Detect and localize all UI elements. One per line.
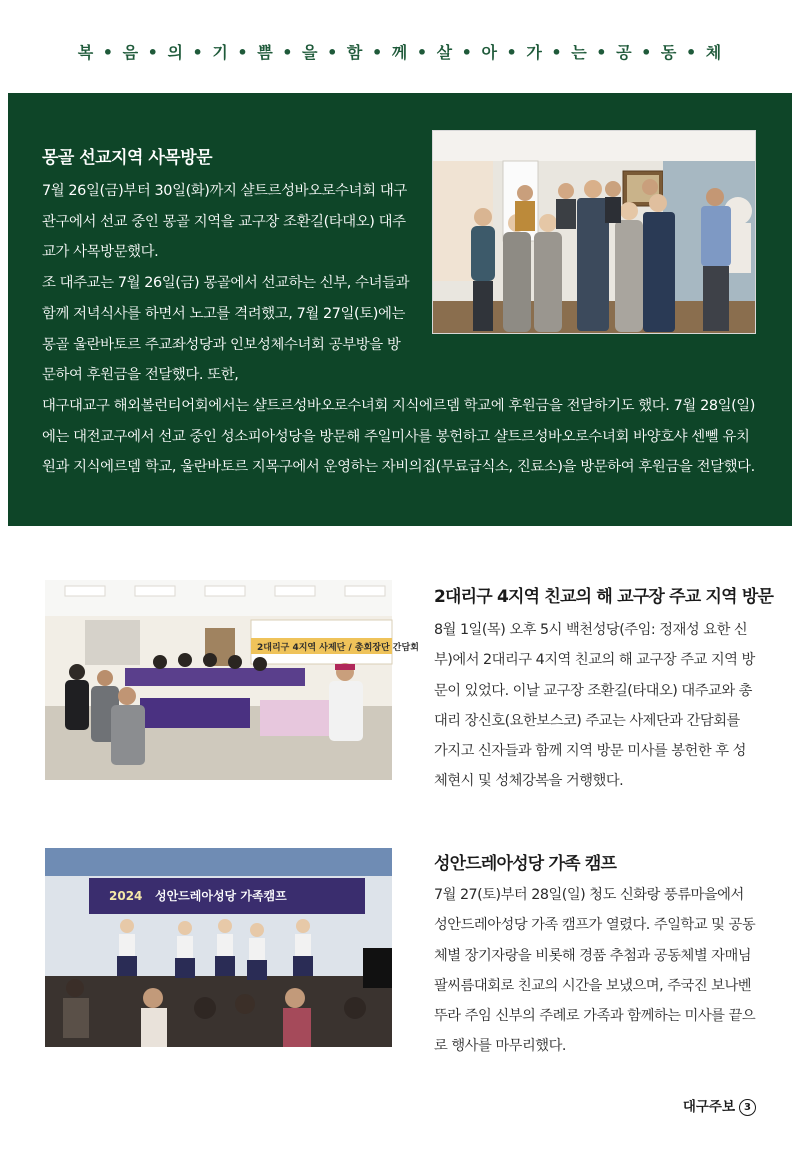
page-footer [683, 1095, 756, 1116]
tagline-char: 함 [346, 43, 364, 62]
header-tagline: 복 • 음 • 의 • 기 • 쁨 • 을 • 함 • 께 • 살 • 아 • 가 • 는 • 공 • 동 • 체 [77, 43, 723, 62]
tagline-char: 아 [481, 43, 498, 62]
tagline-char: 을 [302, 43, 319, 62]
tagline-char: 공 [616, 43, 633, 62]
tagline-char: 쁨 [257, 43, 274, 62]
article-paragraph: 조 대주교는 7월 26일(금) 몽골에서 선교하는 신부, 수녀들과 함께 저녁식사를 하면서 노고를 격려했고, 7월 27일(토)에는 몽골 울란바토르 주교좌성당과 인보성체수녀회 공부방을 방문하여 후원금을 전달했다. 또한, [42, 275, 410, 384]
tagline-char: 살 [436, 43, 454, 62]
article-title: 몽골 선교지역 사목방문 [42, 148, 213, 168]
tagline-char: 복 [77, 43, 95, 62]
tagline-char: 체 [705, 43, 723, 62]
article-paragraph: 대구대교구 해외볼런티어회에서는 샬트르성바오로수녀회 지식에르뎀 학교에 후원금을 전달하기도 했다. 7월 28일(일)에는 대전교구에서 선교 중인 성소피아성당을 방문해 주일미사를 봉헌하고 샬트르성바오로수녀회 바양호샤 센뻴 유치원과 지식에르뎀 학교, 울란바토르 지목구에서 운영하는 자비의집(무료급식소, 진료소)을 방문하여 후원금을 전달했다. [42, 397, 756, 476]
article-body: 8월 1일(목) 오후 5시 백천성당(주임: 정재성 요한 신부)에서 2대리구 4지역 친교의 해 교구장 주교 지역 방문이 있었다. 이날 교구장 조환길(타대오) 대주교와 총대리 장신호(요한보스코) 주교는 사제단과 간담회를 가지고 신자들과 함께 지역 방문 미사를 봉헌한 후 성체현시 및 성체강복을 거행했다. [434, 622, 755, 790]
tagline-char: 기 [212, 43, 229, 62]
camp-photo [45, 848, 392, 1047]
article-body: 7월 27(토)부터 28일(일) 청도 신화랑 풍류마을에서 성안드레아성당 가족 캠프가 열렸다. 주일학교 및 공동체별 장기자랑을 비롯해 경품 추첨과 공동체별 자매님 팔씨름대회로 친교의 시간을 보냈으며, 주국진 보나벤뚜라 주임 신부의 주례로 가족과 함께하는 미사를 끝으로 행사를 마무리했다. [434, 887, 756, 1055]
article-title: 성안드레아성당 가족 캠프 [434, 854, 617, 874]
page-number: 3 [739, 1099, 756, 1116]
group-photo [432, 130, 756, 334]
photo-banner-text: 2대리구 4지역 사제단 / 총회장단 간담회 [257, 643, 419, 653]
photo-banner-year: 2024 [109, 889, 143, 903]
article-paragraph: 7월 26일(금)부터 30일(화)까지 샬트르성바오로수녀회 대구관구에서 선교 중인 몽골 지역을 교구장 조환길(타대오) 대주교가 사목방문했다. [42, 183, 407, 261]
tagline-char: 께 [391, 43, 409, 62]
publication-name: 대구주보 [682, 1099, 735, 1115]
tagline-char: 동 [660, 43, 678, 62]
article-title: 2대리구 4지역 친교의 해 교구장 주교 지역 방문 [434, 587, 774, 607]
tagline-char: 가 [526, 43, 543, 62]
photo-banner-text: 성안드레아성당 가족캠프 [155, 889, 287, 903]
tagline-char: 음 [122, 43, 140, 62]
tagline-char: 의 [167, 43, 184, 62]
meeting-photo [45, 580, 419, 780]
tagline-char: 는 [571, 43, 588, 62]
